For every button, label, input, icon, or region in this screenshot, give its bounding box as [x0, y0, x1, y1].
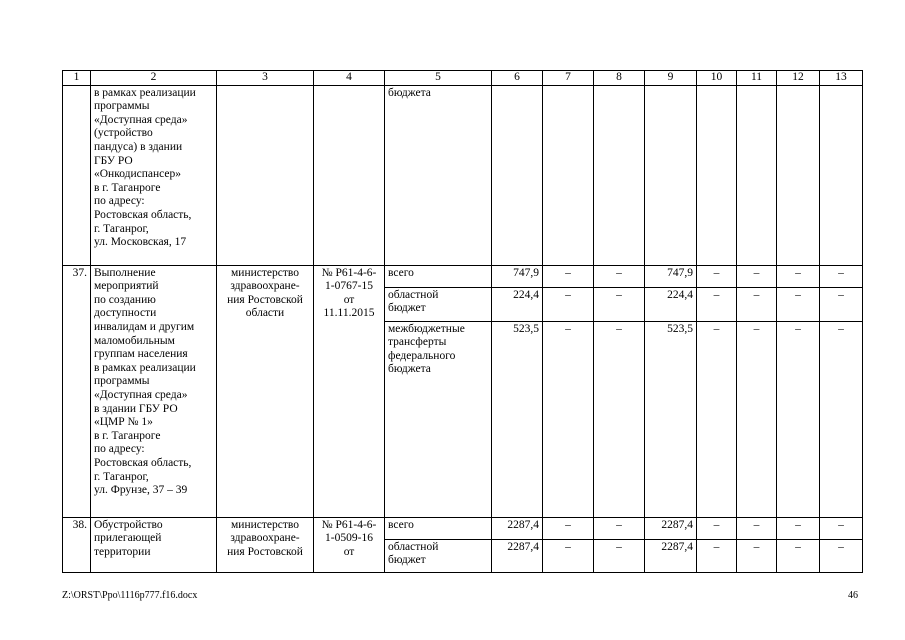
- col-header: 12: [777, 71, 820, 86]
- value-cell: –: [777, 265, 820, 287]
- col-header: 4: [314, 71, 385, 86]
- col-header: 1: [63, 71, 91, 86]
- value-cell: –: [697, 321, 737, 517]
- value-cell: –: [737, 321, 777, 517]
- source-cell: областной бюджет: [385, 539, 492, 572]
- value-cell: –: [543, 539, 594, 572]
- col-header: 9: [645, 71, 697, 86]
- value-cell: –: [697, 265, 737, 287]
- page-number: 46: [848, 590, 858, 601]
- col-header: 2: [91, 71, 217, 86]
- value-cell: 2287,4: [492, 517, 543, 539]
- value-cell: –: [820, 287, 863, 321]
- value-cell: –: [543, 517, 594, 539]
- ministry-cell: министерство здравоохране- ния Ростовской: [217, 517, 314, 572]
- col-header: 13: [820, 71, 863, 86]
- col-header: 11: [737, 71, 777, 86]
- value-cell: 747,9: [645, 265, 697, 287]
- col-header: 5: [385, 71, 492, 86]
- value-cell: –: [777, 287, 820, 321]
- source-cell: всего: [385, 265, 492, 287]
- header-row: [63, 71, 863, 86]
- value-cell: 747,9: [492, 265, 543, 287]
- source-cell: межбюджетные трансферты федерального бюджета: [385, 321, 492, 517]
- value-cell: –: [697, 517, 737, 539]
- col-header: 8: [594, 71, 645, 86]
- budget-table: [62, 70, 863, 573]
- col-header: 7: [543, 71, 594, 86]
- value-cell: –: [777, 321, 820, 517]
- ministry-cell: министерство здравоохране- ния Ростовской области: [217, 265, 314, 517]
- value-cell: 224,4: [492, 287, 543, 321]
- value-cell: –: [697, 287, 737, 321]
- value-cell: –: [777, 539, 820, 572]
- description-cell: Выполнение мероприятий по созданию доступности инвалидам и другим маломобильным группам населения в рамках реализации программы «Доступная среда» в здании ГБУ РО «ЦМР № 1» в г. Таганроге по адресу: Ростовская область, г. Таганрог, ул. Фрунзе, 37 – 39: [91, 265, 217, 517]
- row-number: 38.: [63, 517, 91, 572]
- value-cell: –: [594, 321, 645, 517]
- source-cell: всего: [385, 517, 492, 539]
- value-cell: –: [543, 321, 594, 517]
- value-cell: –: [737, 517, 777, 539]
- value-cell: –: [820, 321, 863, 517]
- value-cell: 523,5: [492, 321, 543, 517]
- value-cell: –: [594, 265, 645, 287]
- value-cell: –: [777, 517, 820, 539]
- source-cell: бюджета: [385, 85, 492, 265]
- value-cell: 2287,4: [645, 539, 697, 572]
- document-cell: № Р61-4-6- 1-0509-16 от: [314, 517, 385, 572]
- value-cell: –: [820, 517, 863, 539]
- col-header: 6: [492, 71, 543, 86]
- footer-file-path: Z:\ORST\Ppo\1116p777.f16.docx: [62, 590, 198, 601]
- value-cell: 523,5: [645, 321, 697, 517]
- value-cell: –: [737, 265, 777, 287]
- description-cell: Обустройство прилегающей территории: [91, 517, 217, 572]
- table-row: [63, 517, 863, 539]
- value-cell: –: [737, 287, 777, 321]
- table-row: [63, 265, 863, 287]
- table-row: [63, 85, 863, 265]
- value-cell: –: [594, 539, 645, 572]
- value-cell: –: [697, 539, 737, 572]
- col-header: 3: [217, 71, 314, 86]
- value-cell: –: [543, 287, 594, 321]
- value-cell: 2287,4: [645, 517, 697, 539]
- row-number: 37.: [63, 265, 91, 517]
- value-cell: –: [594, 287, 645, 321]
- document-cell: № Р61-4-6- 1-0767-15 от 11.11.2015: [314, 265, 385, 517]
- value-cell: –: [820, 539, 863, 572]
- value-cell: 224,4: [645, 287, 697, 321]
- value-cell: –: [737, 539, 777, 572]
- source-cell: областной бюджет: [385, 287, 492, 321]
- value-cell: –: [543, 265, 594, 287]
- value-cell: 2287,4: [492, 539, 543, 572]
- value-cell: –: [820, 265, 863, 287]
- col-header: 10: [697, 71, 737, 86]
- value-cell: –: [594, 517, 645, 539]
- description-cell: в рамках реализации программы «Доступная среда» (устройство пандуса) в здании ГБУ РО «Онкодиспансер» в г. Таганроге по адресу: Ростовская область, г. Таганрог, ул. Московская, 17: [91, 85, 217, 265]
